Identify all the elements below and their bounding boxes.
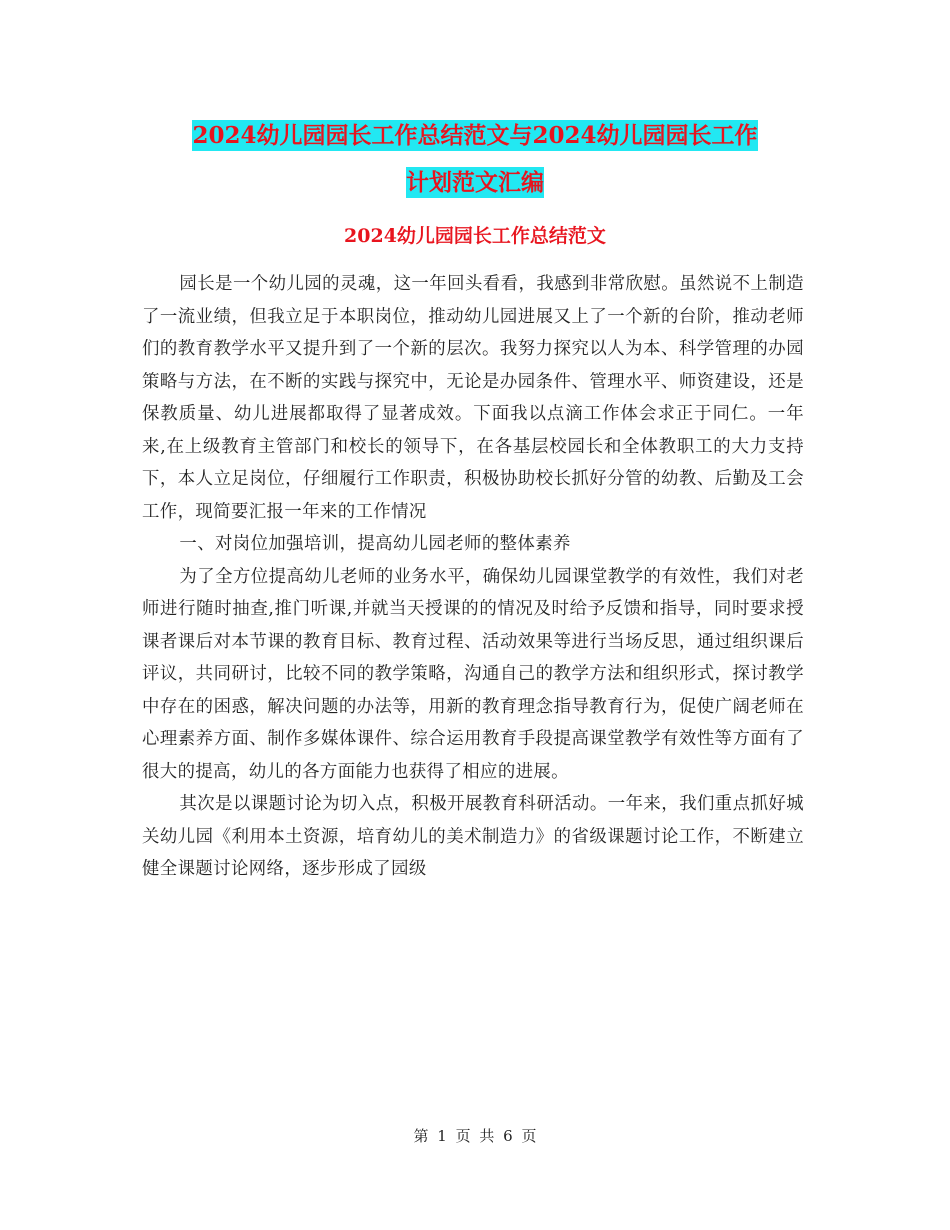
section-title: 2024幼儿园园长工作总结范文	[344, 225, 606, 247]
paragraph-training: 为了全方位提高幼儿老师的业务水平，确保幼儿园课堂教学的有效性，我们对老师进行随时抽查,推门听课,并就当天授课的的情况及时给予反馈和指导，同时要求授课者课后对本节课的教育目标、教育过程、活动效果等进行当场反思，通过组织课后评议，共同研讨，比较不同的教学策略，沟通自己的教学方法和组织形式，探讨教学中存在的困惑，解决问题的办法等，用新的教育理念指导教育行为，促使广阔老师在心理素养方面、制作多媒体课件、综合运用教育手段提高课堂教学有效性等方面有了很大的提高，幼儿的各方面能力也获得了相应的进展。	[142, 566, 804, 782]
paragraph-heading-1: 一、对岗位加强培训，提高幼儿园老师的整体素养	[179, 534, 571, 554]
document-body	[142, 268, 804, 886]
page-footer: 第 1 页 共 6 页	[413, 1127, 537, 1145]
document-title-line1: 2024幼儿园园长工作总结范文与2024幼儿园园长工作	[192, 122, 758, 149]
paragraph-research: 其次是以课题讨论为切入点，积极开展教育科研活动。一年来，我们重点抓好城关幼儿园《利用本土资源，培育幼儿的美术制造力》的省级课题讨论工作，不断建立健全课题讨论网络，逐步形成了园级	[142, 794, 804, 879]
document-title-line2: 计划范文汇编	[406, 169, 544, 196]
document-title	[0, 112, 950, 206]
paragraph-intro: 园长是一个幼儿园的灵魂，这一年回头看看，我感到非常欣慰。虽然说不上制造了一流业绩，但我立足于本职岗位，推动幼儿园进展又上了一个新的台阶，推动老师们的教育教学水平又提升到了一个新的层次。我努力探究以人为本、科学管理的办园策略与方法，在不断的实践与探究中，无论是办园条件、管理水平、师资建设，还是保教质量、幼儿进展都取得了显著成效。下面我以点滴工作体会求正于同仁。一年来,在上级教育主管部门和校长的领导下，在各基层校园长和全体教职工的大力支持下，本人立足岗位，仔细履行工作职责，积极协助校长抓好分管的幼教、后勤及工会工作，现简要汇报一年来的工作情况	[142, 274, 804, 522]
